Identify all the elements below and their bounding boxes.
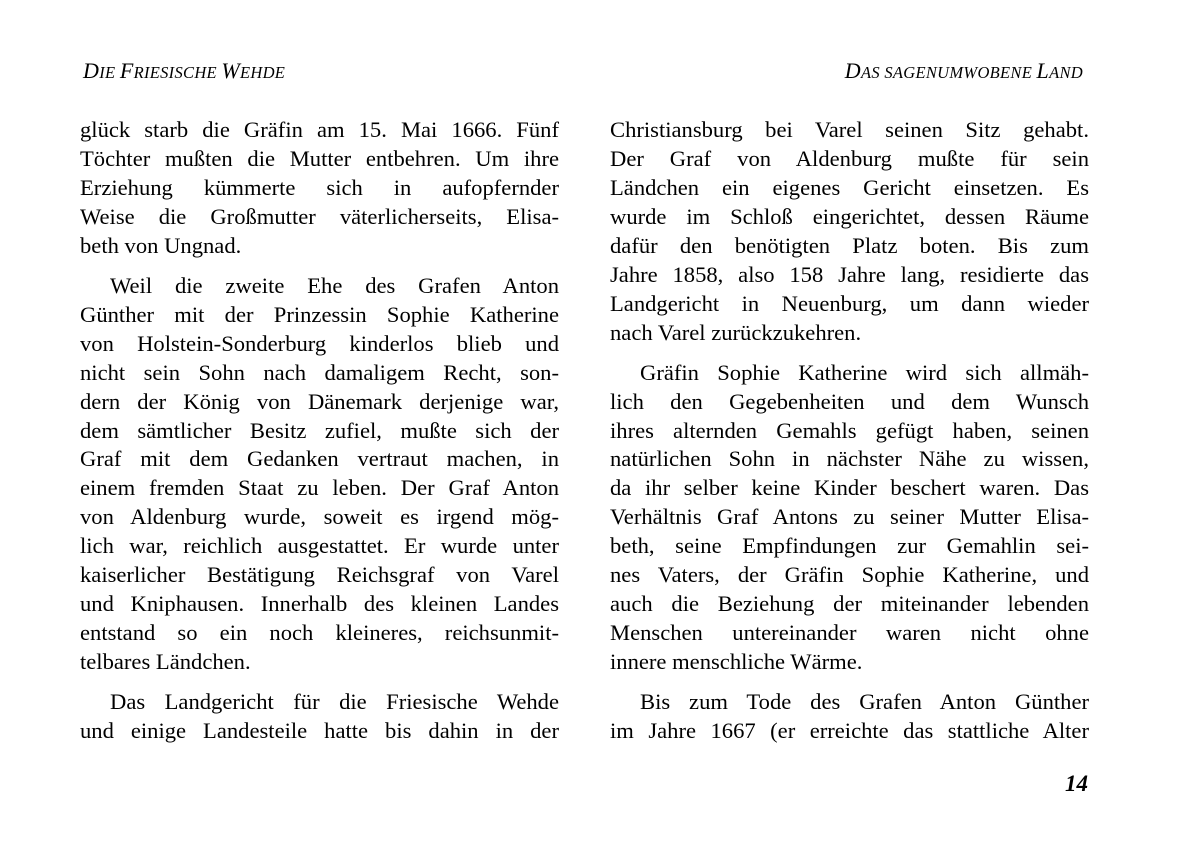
text-line: lich war, reichlich ausgestattet. Er wurde unter xyxy=(80,533,559,559)
running-head-small-caps: EHDE xyxy=(239,63,286,82)
text-line: Weise die Großmutter väterlicherseits, Elisa- xyxy=(80,203,559,229)
paragraph xyxy=(610,688,1089,746)
text-line: entstand so ein noch kleineres, reichsunmit- xyxy=(80,620,559,646)
text-line: Das Landgericht für die Friesische Wehde xyxy=(110,689,559,715)
text-line: Günther mit der Prinzessin Sophie Katherine xyxy=(80,301,559,327)
text-line: wurde im Schloß eingerichtet, dessen Räume xyxy=(610,203,1089,229)
paragraph xyxy=(80,116,559,261)
running-head-small-caps: AND xyxy=(1049,63,1083,82)
running-head-book-title xyxy=(83,58,285,84)
text-line: nicht sein Sohn nach damaligem Recht, son- xyxy=(80,359,559,385)
text-line: einem fremden Staat zu leben. Der Graf Anton xyxy=(80,475,559,501)
text-line: Erziehung kümmerte sich in aufopfernder xyxy=(80,174,559,200)
text-line: dafür den benötigten Platz boten. Bis zum xyxy=(610,232,1089,258)
text-line: Christiansburg bei Varel seinen Sitz gehabt. xyxy=(610,117,1089,142)
running-head-capital: L xyxy=(1036,58,1050,83)
text-line: und einige Landesteile hatte bis dahin in der xyxy=(80,718,559,744)
text-line: ihres alternden Gemahls gefügt haben, seinen xyxy=(610,417,1089,443)
text-line: von Aldenburg wurde, soweit es irgend mög- xyxy=(80,504,559,530)
text-line: nes Vaters, der Gräfin Sophie Katherine, und xyxy=(610,562,1089,588)
text-line: Jahre 1858, also 158 Jahre lang, residierte das xyxy=(610,261,1089,287)
right-text-column xyxy=(610,116,1089,757)
running-head-capital: F xyxy=(119,58,134,83)
text-line: von Holstein-Sonderburg kinderlos blieb und xyxy=(80,330,559,356)
running-head-small-caps: AS SAGENUMWOBENE xyxy=(860,63,1037,82)
text-line: beth, seine Empfindungen zur Gemahlin sei- xyxy=(610,533,1089,559)
paragraph xyxy=(610,116,1089,348)
page-number: 14 xyxy=(1065,771,1088,796)
running-head-capital: D xyxy=(844,58,861,83)
text-line: dern der König von Dänemark derjenige war, xyxy=(80,388,559,414)
text-line: beth von Ungnad. xyxy=(80,232,242,258)
text-line: nach Varel zurückzukehren. xyxy=(610,319,862,345)
text-line: im Jahre 1667 (er erreichte das stattliche Alter xyxy=(610,718,1089,744)
running-head-capital: D xyxy=(83,58,100,83)
text-line: Bis zum Tode des Grafen Anton Günther xyxy=(640,689,1089,715)
text-line: Weil die zweite Ehe des Grafen Anton xyxy=(110,272,559,298)
text-line: Landgericht in Neuenburg, um dann wieder xyxy=(610,290,1089,316)
text-line: natürlichen Sohn in nächster Nähe zu wissen, xyxy=(610,446,1089,472)
text-line: Graf mit dem Gedanken vertraut machen, in xyxy=(80,446,559,472)
text-line: kaiserlicher Bestätigung Reichsgraf von Varel xyxy=(80,562,559,588)
text-line: lich den Gegebenheiten und dem Wunsch xyxy=(610,388,1089,414)
text-line: da ihr selber keine Kinder beschert waren. Das xyxy=(610,475,1089,501)
text-line: Der Graf von Aldenburg mußte für sein xyxy=(610,145,1089,171)
text-line: dem sämtlicher Besitz zufiel, mußte sich der xyxy=(80,417,559,443)
paragraph xyxy=(80,688,559,746)
text-line: auch die Beziehung der miteinander lebenden xyxy=(610,591,1089,617)
text-line: innere menschliche Wärme. xyxy=(610,649,863,675)
text-line: Gräfin Sophie Katherine wird sich allmäh- xyxy=(640,359,1089,385)
text-line: Ländchen ein eigenes Gericht einsetzen. Es xyxy=(610,174,1089,200)
text-line: Menschen untereinander waren nicht ohne xyxy=(610,620,1089,646)
running-head-capital: W xyxy=(221,58,240,83)
paragraph xyxy=(610,359,1089,677)
left-text-column xyxy=(80,116,559,757)
running-head-chapter-title xyxy=(845,58,1083,84)
running-head-small-caps: IE xyxy=(99,63,120,82)
text-line: Töchter mußten die Mutter entbehren. Um ihre xyxy=(80,145,559,171)
text-line: und Kniphausen. Innerhalb des kleinen Landes xyxy=(80,591,559,617)
text-line: telbares Ländchen. xyxy=(80,649,251,675)
text-line: glück starb die Gräfin am 15. Mai 1666. Fünf xyxy=(80,117,559,142)
running-head-small-caps: RIESISCHE xyxy=(133,63,222,82)
paragraph xyxy=(80,272,559,677)
text-line: Verhältnis Graf Antons zu seiner Mutter Elisa- xyxy=(610,504,1089,530)
